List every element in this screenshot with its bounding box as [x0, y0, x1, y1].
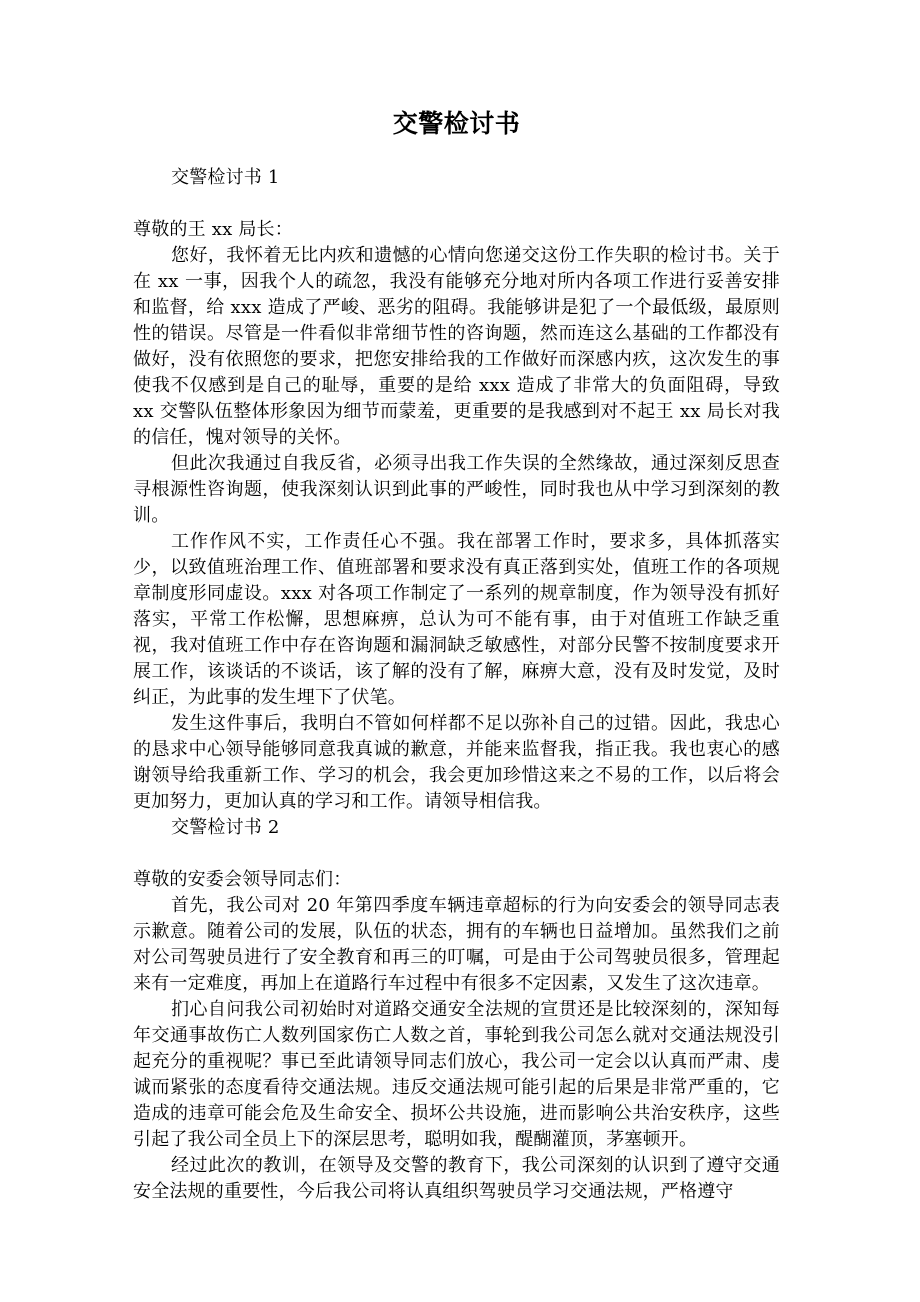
paragraph-spacer: [133, 841, 780, 867]
paragraph: 但此次我通过自我反省，必须寻出我工作失误的全然缘故，通过深刻反思查寻根源性咨询题，使我深刻认识到此事的严峻性，同时我也从中学习到深刻的教训。: [133, 453, 780, 527]
page-title: 交警检讨书: [392, 109, 521, 138]
paragraph-spacer: [133, 191, 780, 217]
paragraph: 扪心自问我公司初始时对道路交通安全法规的宣贯还是比较深刻的，深知每年交通事故伤亡人数列国家伤亡人数之首，事轮到我公司怎么就对交通法规没引起充分的重视呢？事已至此请领导同志们放心，我公司一定会以认真而严肃、虔诚而紧张的态度看待交通法规。违反交通法规可能引起的后果是非常严重的，它造成的违章可能会危及生命安全、损坏公共设施，进而影响公共治安秩序，这些引起了我公司全员上下的深层思考，聪明如我，醍醐灌顶，茅塞顿开。: [133, 999, 780, 1151]
paragraph: 工作作风不实，工作责任心不强。我在部署工作时，要求多，具体抓落实少，以致值班治理工作、值班部署和要求没有真正落到实处，值班工作的各项规章制度形同虚设。xxx 对各项工作制定了一系列的规章制度，作为领导没有抓好落实，平常工作松懈，思想麻痹，总认为可不能有事，由于对值班工作缺乏重视，我对值班工作中存在咨询题和漏洞缺乏敏感性，对部分民警不按制度要求开展工作，该谈话的不谈话，该了解的没有了解，麻痹大意，没有及时发觉，及时纠正，为此事的发生埋下了伏笔。: [133, 531, 780, 709]
paragraph: 您好，我怀着无比内疚和遗憾的心情向您递交这份工作失职的检讨书。关于在 xx 一事，因我个人的疏忽，我没有能够充分地对所内各项工作进行妥善安排和监督，给 xxx 造成了严峻、恶劣的阻碍。我能够讲是犯了一个最低级，最原则性的错误。尽管是一件看似非常细节性的咨询题，然而连这么基础的工作都没有做好，没有依照您的要求，把您安排给我的工作做好而深感内疚，这次发生的事使我不仅感到是自己的耻辱，重要的是给 xxx 造成了非常大的负面阻碍，导致 xx 交警队伍整体形象因为细节而蒙羞，更重要的是我感到对不起王 xx 局长对我的信任，愧对领导的关怀。: [133, 245, 780, 449]
paragraph: 发生这件事后，我明白不管如何样都不足以弥补自己的过错。因此，我忠心的恳求中心领导能够同意我真诚的歉意，并能来监督我，指正我。我也衷心的感谢领导给我重新工作、学习的机会，我会更加珍惜这来之不易的工作，以后将会更加努力，更加认真的学习和工作。请领导相信我。: [133, 713, 780, 813]
salutation-2: 尊敬的安委会领导同志们：: [133, 869, 352, 891]
section-heading-1: 交警检讨书 1: [171, 167, 280, 189]
paragraph: 首先，我公司对 20 年第四季度车辆违章超标的行为向安委会的领导同志表示歉意。随着公司的发展，队伍的状态，拥有的车辆也日益增加。虽然我们之前对公司驾驶员进行了安全教育和再三的叮嘱，可是由于公司驾驶员很多，管理起来有一定难度，再加上在道路行车过程中有很多不定因素，又发生了这次违章。: [133, 895, 780, 995]
paragraph: 经过此次的教训，在领导及交警的教育下，我公司深刻的认识到了遵守交通安全法规的重要性，今后我公司将认真组织驾驶员学习交通法规，严格遵守: [133, 1155, 780, 1203]
salutation-1: 尊敬的王 xx 局长：: [133, 219, 293, 241]
section-heading-2: 交警检讨书 2: [171, 817, 280, 839]
